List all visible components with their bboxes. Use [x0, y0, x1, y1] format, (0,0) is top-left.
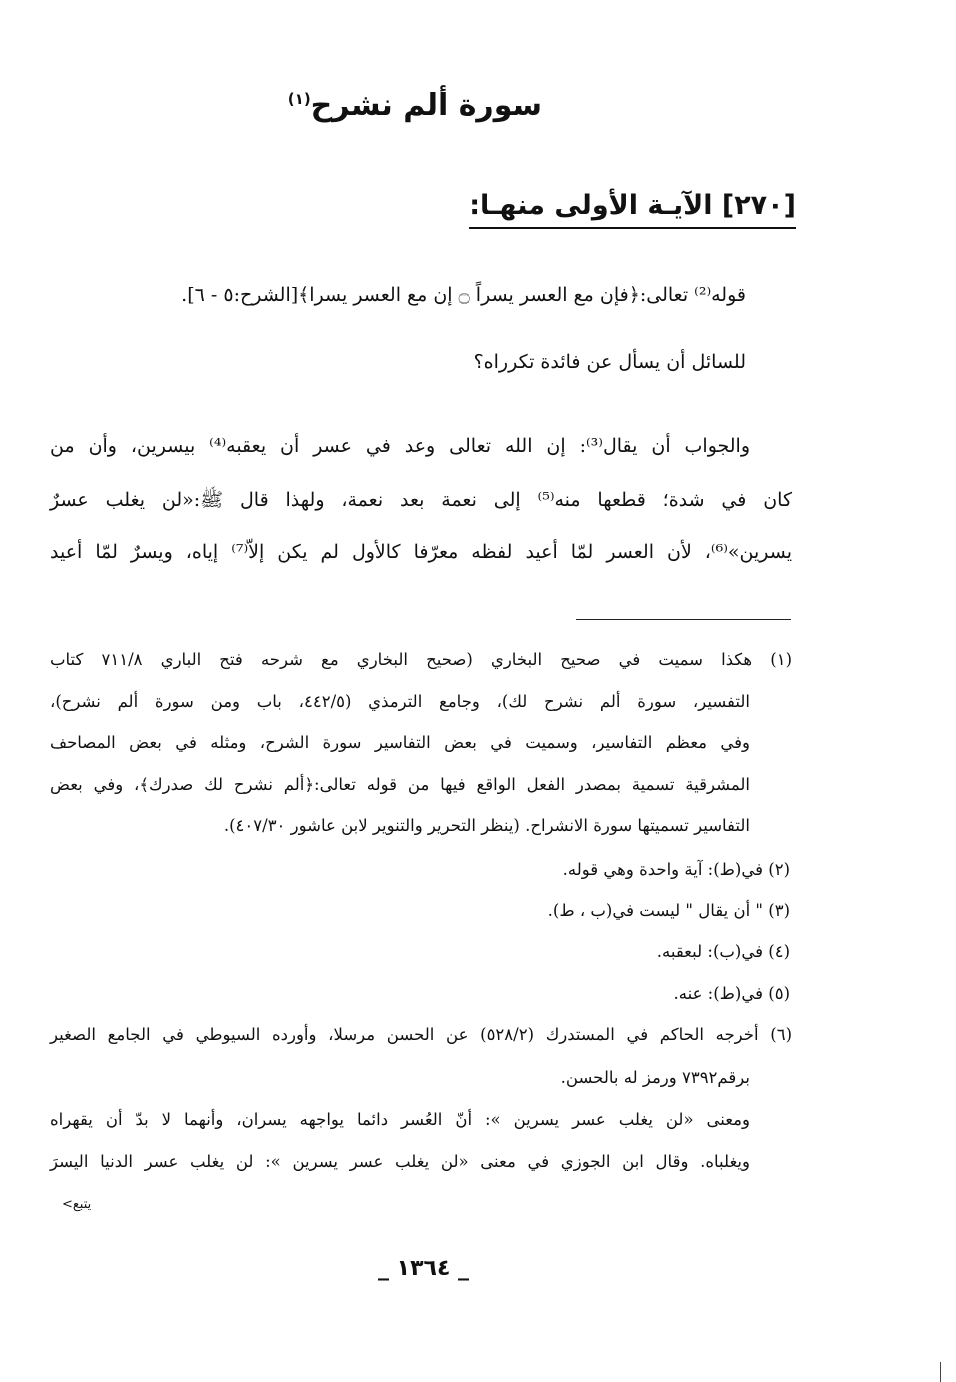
page-number: _ ١٣٦٤ _: [378, 1256, 470, 1281]
footnote-line: وفي معظم التفاسير، وسميت في بعض التفاسير سورة الشرح، ومثله في بعض المصاحف: [50, 733, 750, 752]
footnote-line: المشرقية تسمية بمصدر الفعل الواقع فيها من قوله تعالى:﴿ألم نشرح لك صدرك﴾، وفي بعض: [50, 775, 750, 794]
footnote-line: التفسير، سورة ألم نشرح لك)، وجامع الترمذي (٤٤٢/٥، باب ومن سورة ألم نشرح)،: [50, 692, 750, 711]
body-line: للسائل أن يسأل عن فائدة تكرراه؟: [473, 351, 746, 373]
surah-title-text: سورة ألم نشرح: [310, 88, 542, 123]
footnote-line: ومعنى «لن يغلب عسر يسرين »: أنّ العُسر دائما يواجهه يسران، وأنهما لا بدّ أن يقهراه: [50, 1110, 750, 1129]
footnote-separator: [576, 619, 791, 620]
continued-marker: يتبع>: [62, 1197, 92, 1212]
footnote-3: (٣) " أن يقال " ليست في(ب ، ط).: [547, 901, 790, 920]
footnote-4: (٤) في(ب): لبعقبه.: [656, 942, 790, 961]
title-note-ref: (١): [287, 90, 311, 108]
body-line: يسرين»⁽⁶⁾، لأن العسر لمّا أعيد لفظه معرّفا كالأول لم يكن إلاّ⁽⁷⁾ إياه، ويسرٌ لمّا أعيد: [50, 541, 792, 563]
verse-section-heading: [٢٧٠] الآيـة الأولى منهـا:: [469, 190, 796, 229]
footnote-line: التفاسير تسميتها سورة الانشراح. (ينظر التحرير والتنوير لابن عاشور ٤٠٧/٣٠).: [223, 816, 750, 835]
footnote-6: (٦) أخرجه الحاكم في المستدرك (٥٢٨/٢) عن الحسن مرسلا، وأورده السيوطي في الجامع الصغير: [50, 1025, 792, 1044]
footnote-line: برقم٧٣٩٢ ورمز له بالحسن.: [560, 1068, 750, 1087]
body-line: كان في شدة؛ قطعها منه⁽⁵⁾ إلى نعمة بعد نعمة، ولهذا قال ﷺ:«لن يغلب عسرٌ: [50, 489, 792, 511]
footnote-line: (١) هكذا سميت في صحيح البخاري (صحيح البخاري مع شرحه فتح الباري ٧١١/٨ كتاب: [50, 650, 793, 669]
footnote-2: (٢) في(ط): آية واحدة وهي قوله.: [562, 860, 790, 879]
surah-title: [288, 88, 542, 123]
body-line: قوله⁽²⁾ تعالى:﴿فإن مع العسر يسراً ۝ إن مع العسر يسرا﴾[الشرح:٥ - ٦].: [181, 284, 746, 306]
scan-edge-mark: [940, 1362, 941, 1382]
body-line: والجواب أن يقال⁽³⁾: إن الله تعالى وعد في عسر أن يعقبه⁽⁴⁾ بيسرين، وأن من: [50, 435, 751, 457]
footnote-5: (٥) في(ط): عنه.: [673, 984, 790, 1003]
footnote-line: ويغلباه. وقال ابن الجوزي في معنى «لن يغلب عسر يسرين »: لن يغلب عسر الدنيا اليسرَ: [50, 1152, 750, 1171]
